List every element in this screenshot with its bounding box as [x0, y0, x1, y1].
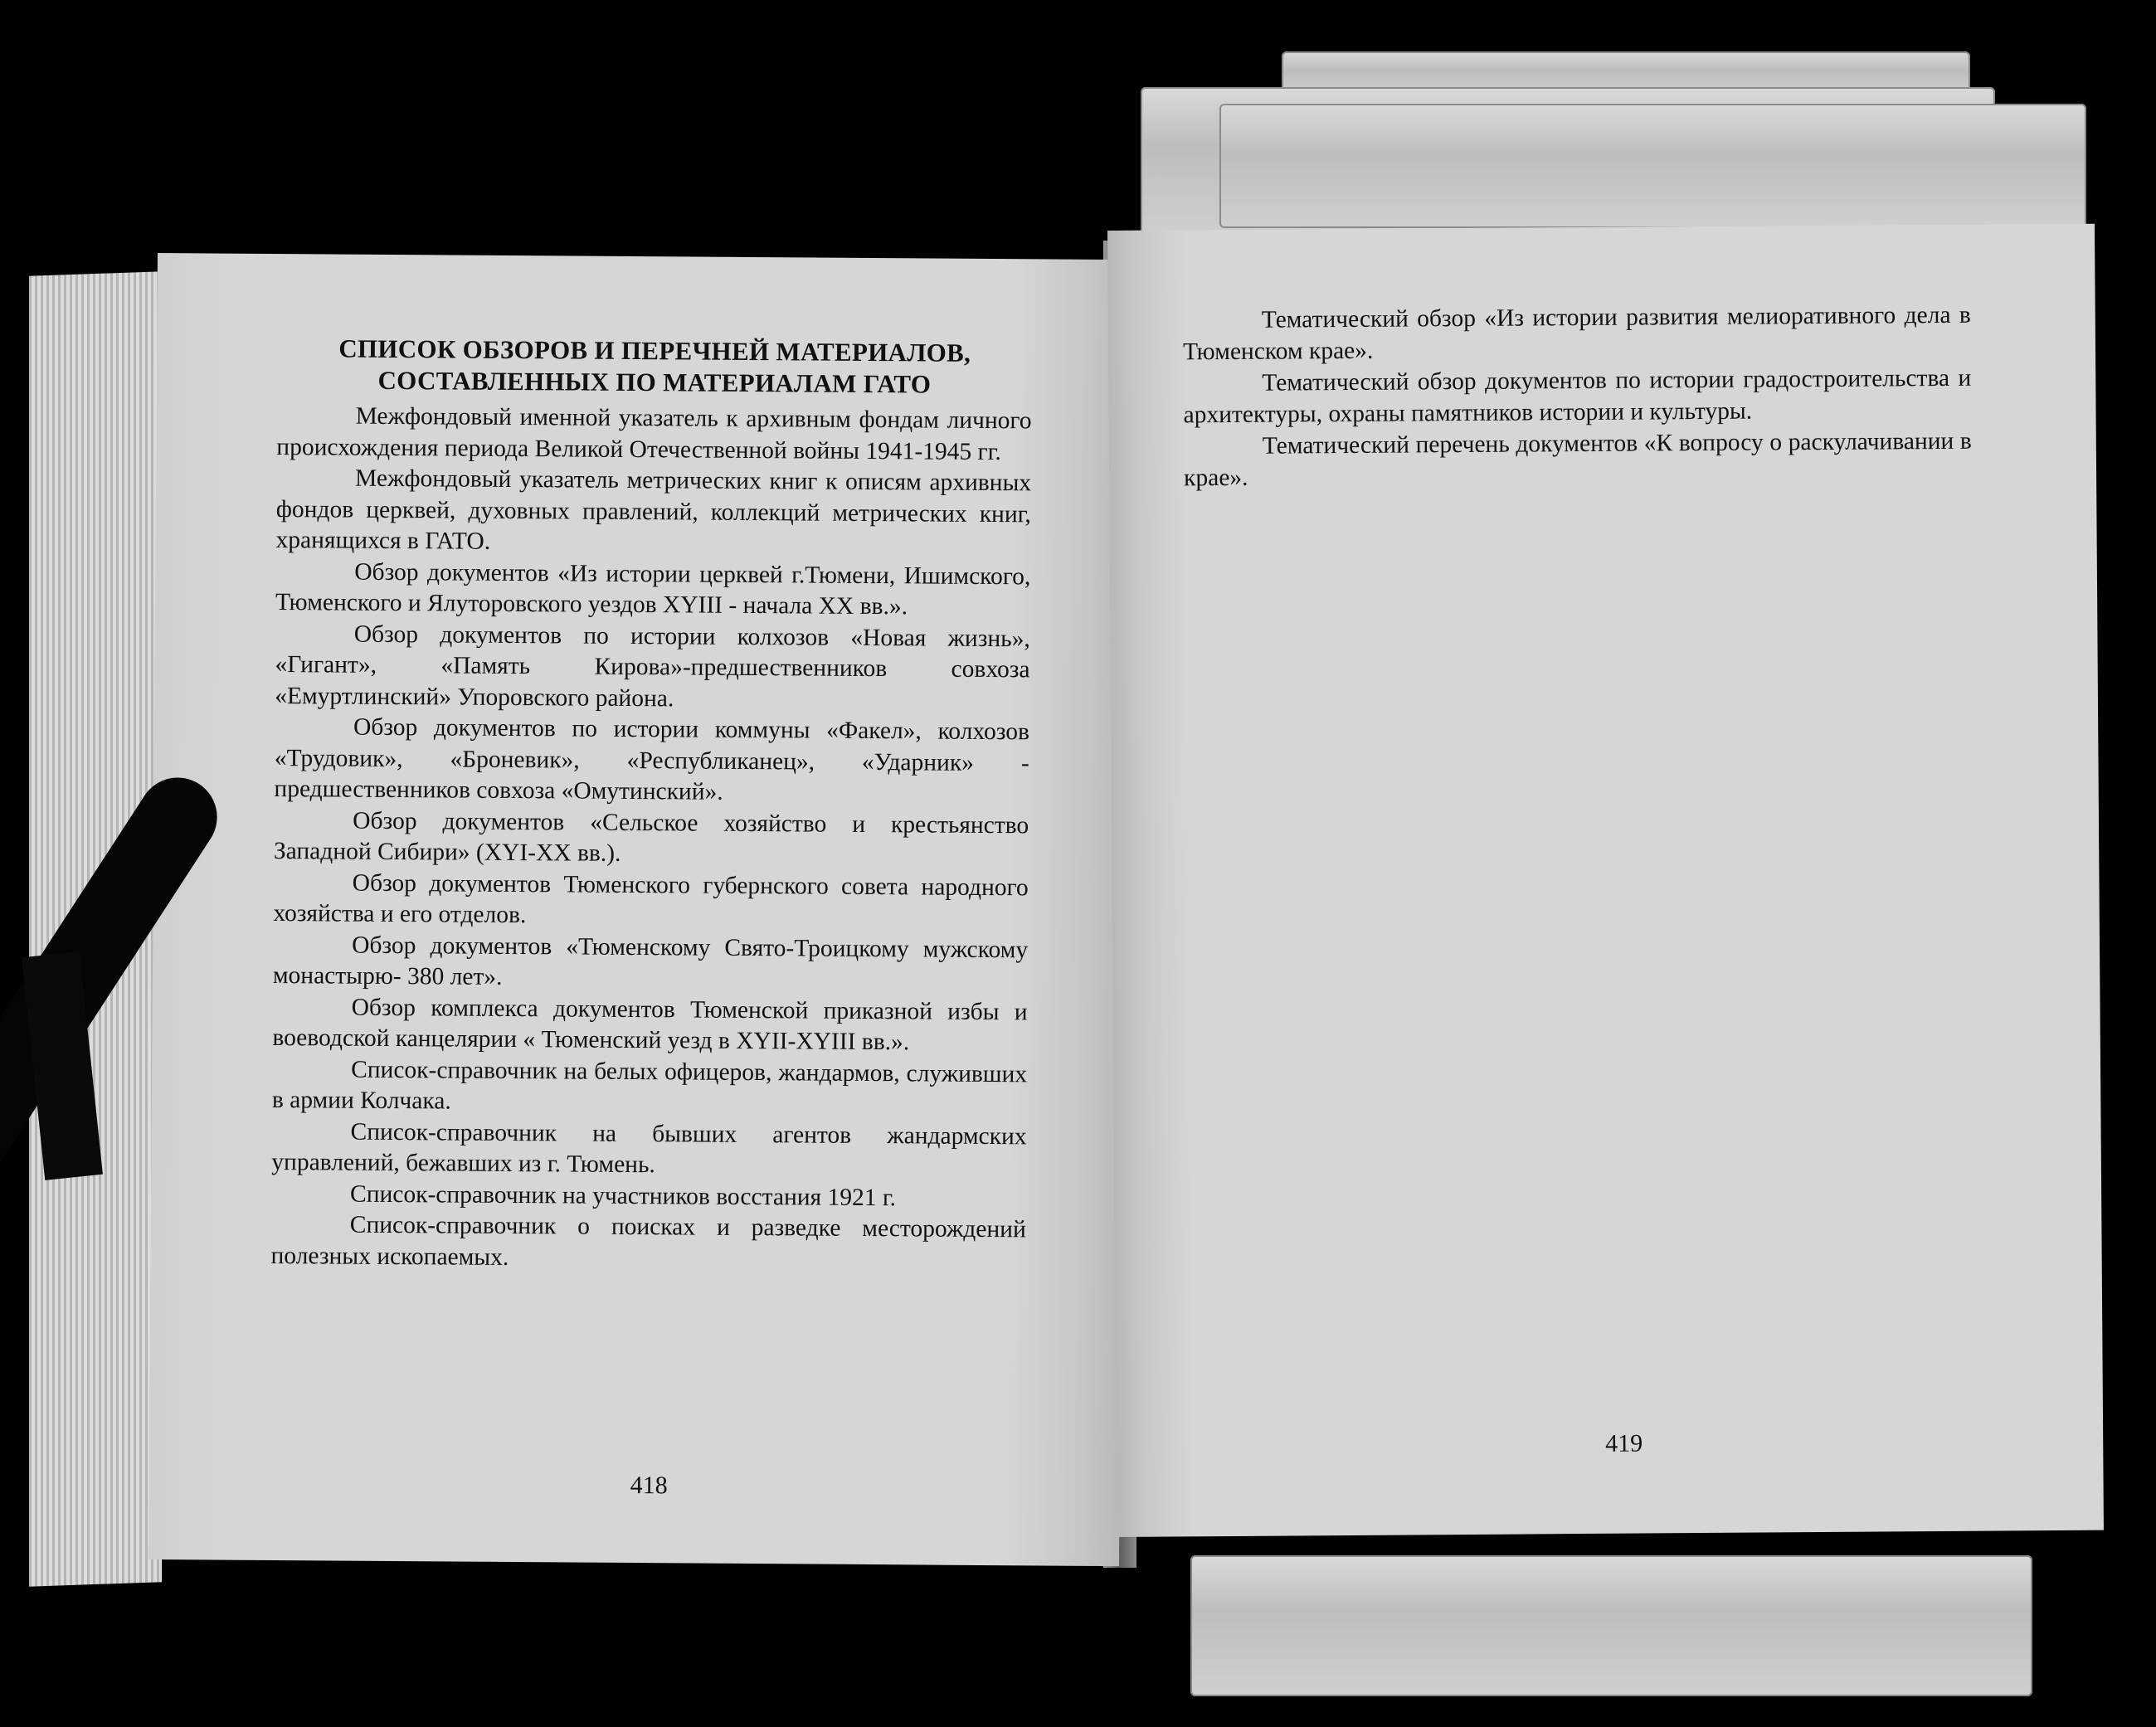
- list-item: Обзор документов Тюменского губернского совета народного хозяйства и его отделов.: [273, 869, 1029, 929]
- list-item: Обзор документов «Сельское хозяйство и крестьянство Западной Сибири» (XYI-XX вв.).: [273, 807, 1029, 867]
- title-line-2: СОСТАВЛЕННЫХ ПО МАТЕРИАЛАМ ГАТО: [377, 365, 932, 399]
- list-item: Список-справочник на бывших агентов жандармских управлений, бежавших из г. Тюмень.: [271, 1118, 1027, 1179]
- title-line-1: СПИСОК ОБЗОРОВ И ПЕРЕЧНЕЙ МАТЕРИАЛОВ,: [338, 333, 971, 367]
- list-item: Список-справочник на участников восстания 1921 г.: [349, 1180, 897, 1211]
- list-item: Обзор документов «Из истории церквей г.Тюмени, Ишимского, Тюменского и Ялуторовского уездов XYIII - начала XX вв.».: [275, 558, 1031, 620]
- list-item: Обзор документов по истории коммуны «Факел», колхозов «Трудовик», «Броневик», «Республиканец», «Ударник» - предшественников совхоза «Омутинский».: [274, 713, 1030, 805]
- list-item: Тематический обзор «Из истории развития мелиоративного дела в Тюменском крае».: [1182, 301, 1971, 366]
- list-item: Тематический обзор документов по истории градостроительства и архитектуры, охраны памятников истории и культуры.: [1183, 364, 1972, 429]
- list-item: Межфондовый именной указатель к архивным фондам личного происхождения периода Великой Отечественной войны 1941-1945 гг.: [276, 402, 1032, 465]
- page-number-left: 418: [630, 1472, 668, 1500]
- page-number-right: 419: [1605, 1429, 1643, 1457]
- list-item: Тематический перечень документов «К вопросу о раскулачивании в крае».: [1183, 427, 1972, 492]
- left-page: [148, 253, 1128, 1566]
- list-item: Обзор комплекса документов Тюменской приказной избы и воеводской канцелярии « Тюменский уезд в XYII-XYIII вв.».: [272, 994, 1028, 1056]
- right-page: [1107, 224, 2104, 1537]
- list-item: Список-справочник о поисках и разведке месторождений полезных ископаемых.: [270, 1211, 1026, 1271]
- left-page-text: [270, 333, 1032, 1277]
- foam-support-bottom: [1190, 1555, 2032, 1696]
- foam-support-top-3: [1219, 104, 2086, 228]
- right-page-text: [1183, 299, 1973, 494]
- list-item: Обзор документов «Тюменскому Свято-Троицкому мужскому монастырю- 380 лет».: [272, 932, 1029, 990]
- list-item: Список-справочник на белых офицеров, жандармов, служивших в армии Колчака.: [271, 1056, 1028, 1115]
- list-item: Обзор документов по истории колхозов «Новая жизнь», «Гигант», «Память Кирова»-предшественников совхоза «Емуртлинский» Упоровского района.: [275, 620, 1030, 712]
- list-item: Межфондовый указатель метрических книг к описям архивных фондов церквей, духовных правлений, коллекций метрических книг, хранящихся в ГАТО.: [275, 465, 1032, 555]
- page-title: [277, 333, 1033, 401]
